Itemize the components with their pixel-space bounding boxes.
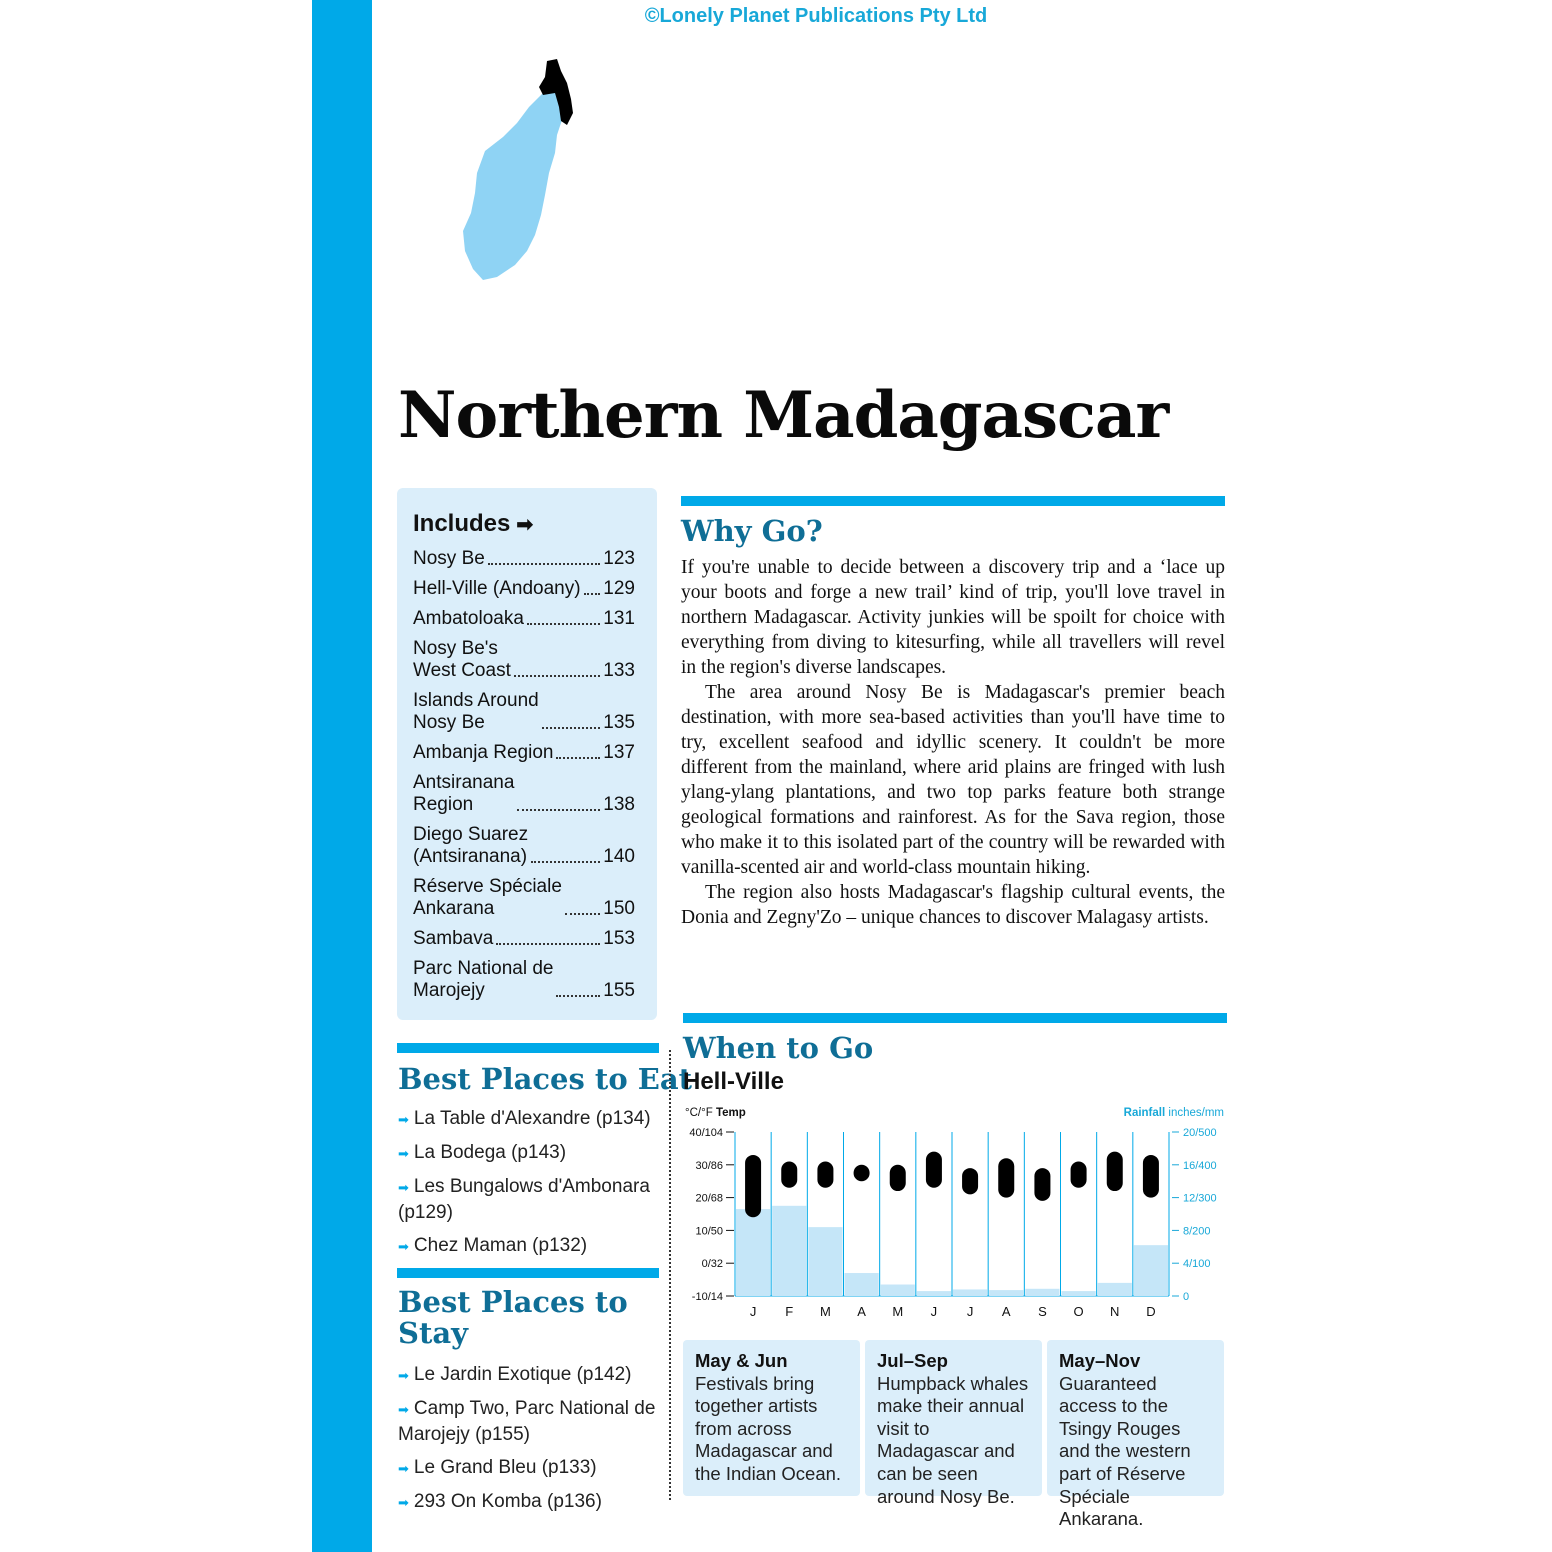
temp-tick-label: 0/32 [701, 1258, 723, 1271]
list-item: ➡ La Table d'Alexandre (p134) [398, 1108, 651, 1129]
includes-list [413, 548, 641, 1002]
month-label: M [819, 1304, 831, 1319]
season-box [865, 1340, 1042, 1507]
toc-entry-name: Nosy Be [413, 548, 485, 569]
season-description: Guaranteed access to the Tsingy Rouges and the western part of Réserve Spéciale Ankarana. [1059, 1372, 1191, 1530]
season-months: Jul–Sep [877, 1350, 948, 1371]
toc-entry [413, 638, 635, 682]
toc-entry-name: Antsiranana Region [413, 772, 515, 815]
paragraph: The region also hosts Madagascar's flagship cultural events, the Donia and Zegny'Zo – unique chances to discover Malagasy artists. [681, 882, 1225, 928]
month-label: M [892, 1304, 904, 1319]
month-label: J [930, 1304, 938, 1319]
toc-entry-name: Islands Around Nosy Be [413, 690, 539, 733]
season-box [683, 1340, 860, 1496]
why-go-heading: Why Go? [681, 514, 823, 548]
toc-leader-dots [531, 861, 600, 863]
toc-entry-name: Nosy Be's West Coast [413, 638, 511, 681]
temp-tick-label: 20/68 [695, 1192, 723, 1205]
section-rule [397, 1268, 659, 1278]
toc-entry-name: Parc National de Marojejy [413, 958, 554, 1001]
paragraph: If you're unable to decide between a discovery trip and a ‘lace up your boots and forge a new trail’ kind of trip, you'll love travel in northern Madagascar. Activity junkies will be spoilt for choice with everything from diving to kitesurfing, while all travellers will revel in the region's diverse landscapes. [681, 557, 1225, 678]
toc-entry-name: Hell-Ville (Andoany) [413, 578, 581, 599]
arrow-bullet-icon: ➡ [398, 1112, 409, 1127]
why-go-body [681, 555, 1225, 930]
toc-entry-name: Ambatoloaka [413, 608, 524, 629]
temp-tick-label: -10/14 [691, 1291, 723, 1303]
section-rule [683, 1013, 1227, 1023]
toc-leader-dots [542, 727, 601, 729]
paragraph: The area around Nosy Be is Madagascar's premier beach destination, with more sea-based activities than you'll have time to try, excellent seafood and idyllic scenery. It couldn't be more different from the mainland, where arid plains are fringed with lush ylang-ylang plantations, and two top parks feature both strange geological formations and rainforest. As for the Sava region, those who make it to this isolated part of the country will be rewarded with vanilla-scented air and world-class mountain hiking. [681, 682, 1225, 878]
season-box [1047, 1340, 1224, 1530]
list-item: ➡ Le Grand Bleu (p133) [398, 1457, 597, 1478]
rainfall-bar [989, 1290, 1023, 1296]
rain-tick-label: 0 [1183, 1291, 1190, 1303]
toc-entry [413, 772, 635, 816]
rainfall-bar [808, 1227, 842, 1296]
toc-leader-dots [514, 675, 600, 677]
rainfall-bar [736, 1209, 770, 1296]
section-rule [681, 496, 1225, 506]
toc-entry-page: 150 [603, 898, 635, 919]
temperature-range-bar [890, 1165, 906, 1191]
list-item: ➡ La Bodega (p143) [398, 1142, 567, 1163]
month-label: A [857, 1304, 866, 1319]
toc-entry-page: 131 [603, 608, 635, 629]
list-item: ➡ Le Jardin Exotique (p142) [398, 1364, 632, 1385]
rain-axis-label: Rainfall inches/mm [1123, 1107, 1224, 1119]
arrow-bullet-icon: ➡ [398, 1402, 409, 1417]
copyright-notice: ©Lonely Planet Publications Pty Ltd [644, 5, 988, 27]
when-to-go-heading: When to Go [683, 1031, 874, 1065]
toc-entry-name: Ambanja Region [413, 742, 554, 763]
temperature-range-bar [998, 1158, 1014, 1197]
temperature-range-bar [781, 1162, 797, 1188]
month-label: O [1073, 1304, 1084, 1319]
toc-entry [413, 742, 635, 764]
toc-entry-page: 140 [603, 846, 635, 867]
arrow-right-icon: ➡ [516, 514, 534, 536]
month-label: J [749, 1304, 757, 1319]
toc-entry-page: 129 [603, 578, 635, 599]
rain-tick-label: 12/300 [1183, 1192, 1217, 1205]
toc-entry [413, 690, 635, 734]
toc-entry [413, 958, 635, 1002]
rainfall-bar [1098, 1283, 1132, 1296]
rainfall-bar [881, 1285, 915, 1296]
month-label: S [1038, 1304, 1047, 1319]
sidebar-color-bar [312, 0, 372, 1552]
list-item: ➡ 293 On Komba (p136) [398, 1491, 602, 1512]
rainfall-bar [1025, 1289, 1059, 1296]
rain-tick-label: 8/200 [1183, 1225, 1211, 1238]
toc-entry-page: 155 [603, 980, 635, 1001]
temperature-range-bar [1107, 1152, 1123, 1191]
rainfall-bar [772, 1206, 806, 1296]
chart-location: Hell-Ville [683, 1068, 784, 1095]
toc-entry-page: 138 [603, 794, 635, 815]
toc-entry-name: Sambava [413, 928, 494, 949]
toc-leader-dots [527, 623, 600, 625]
rain-tick-label: 16/400 [1183, 1159, 1217, 1172]
toc-entry-name: Diego Suarez (Antsiranana) [413, 824, 529, 867]
temperature-range-bar [926, 1152, 942, 1188]
month-label: J [966, 1304, 974, 1319]
toc-leader-dots [556, 757, 600, 759]
temperature-range-bar [962, 1168, 978, 1194]
toc-entry-name: Réserve Spéciale Ankarana [413, 876, 562, 919]
toc-entry-page: 123 [603, 548, 635, 569]
temperature-range-bar [745, 1155, 761, 1217]
arrow-bullet-icon: ➡ [398, 1461, 409, 1476]
temperature-range-bar [1034, 1168, 1050, 1201]
rainfall-bar [1134, 1245, 1168, 1296]
stay-list [398, 1362, 660, 1523]
month-label: N [1110, 1304, 1120, 1319]
toc-entry [413, 578, 635, 600]
season-description: Festivals bring together artists from across Madagascar and the Indian Ocean. [695, 1372, 842, 1484]
rainfall-bar [953, 1289, 987, 1296]
temp-tick-label: 10/50 [695, 1225, 723, 1238]
toc-entry [413, 876, 635, 920]
toc-entry-page: 133 [603, 660, 635, 681]
list-item: ➡ Camp Two, Parc National de Marojejy (p155) [398, 1398, 656, 1445]
rainfall-bar [845, 1273, 879, 1296]
toc-leader-dots [496, 943, 600, 945]
arrow-bullet-icon: ➡ [398, 1180, 409, 1195]
rain-tick-label: 20/500 [1183, 1127, 1217, 1139]
toc-entry-page: 135 [603, 712, 635, 733]
temperature-range-bar [1071, 1162, 1087, 1188]
column-divider [669, 1050, 671, 1500]
page-title: Northern Madagascar [398, 378, 1169, 453]
month-label: F [785, 1304, 794, 1319]
section-rule [397, 1043, 659, 1053]
month-label: A [1001, 1304, 1011, 1319]
toc-leader-dots [584, 593, 601, 595]
month-label: D [1146, 1304, 1156, 1319]
toc-entry-page: 153 [603, 928, 635, 949]
season-months: May–Nov [1059, 1350, 1141, 1371]
toc-entry [413, 928, 635, 950]
toc-leader-dots [517, 809, 600, 811]
rainfall-bar [1062, 1291, 1096, 1296]
toc-entry [413, 824, 635, 868]
toc-entry-page: 137 [603, 742, 635, 763]
toc-leader-dots [565, 913, 600, 915]
rainfall-bar [917, 1291, 951, 1296]
arrow-bullet-icon: ➡ [398, 1239, 409, 1254]
toc-entry [413, 548, 635, 570]
eat-list [398, 1106, 660, 1267]
toc-entry [413, 608, 635, 630]
temp-axis-label: °C/°F Temp [685, 1107, 746, 1119]
toc-leader-dots [488, 563, 600, 565]
season-description: Humpback whales make their annual visit to Madagascar and can be seen around Nosy Be. [877, 1372, 1029, 1507]
madagascar-island-shape [463, 90, 563, 280]
includes-heading [413, 510, 641, 538]
stay-heading: Best Places to Stay [398, 1285, 628, 1350]
temperature-range-bar [854, 1165, 870, 1181]
rain-tick-label: 4/100 [1183, 1258, 1211, 1271]
madagascar-locator-map [455, 55, 585, 290]
climate-chart [681, 1100, 1229, 1325]
season-months: May & Jun [695, 1350, 788, 1371]
includes-box [397, 488, 657, 1020]
arrow-bullet-icon: ➡ [398, 1146, 409, 1161]
list-item: ➡ Les Bungalows d'Ambonara (p129) [398, 1176, 650, 1223]
toc-leader-dots [556, 995, 600, 997]
temp-tick-label: 30/86 [695, 1159, 723, 1172]
temp-tick-label: 40/104 [689, 1127, 723, 1139]
temperature-range-bar [1143, 1155, 1159, 1198]
temperature-range-bar [817, 1162, 833, 1188]
includes-heading-label: Includes [413, 510, 511, 537]
arrow-bullet-icon: ➡ [398, 1495, 409, 1510]
list-item: ➡ Chez Maman (p132) [398, 1235, 588, 1256]
arrow-bullet-icon: ➡ [398, 1368, 409, 1383]
eat-heading: Best Places to Eat [398, 1062, 693, 1096]
